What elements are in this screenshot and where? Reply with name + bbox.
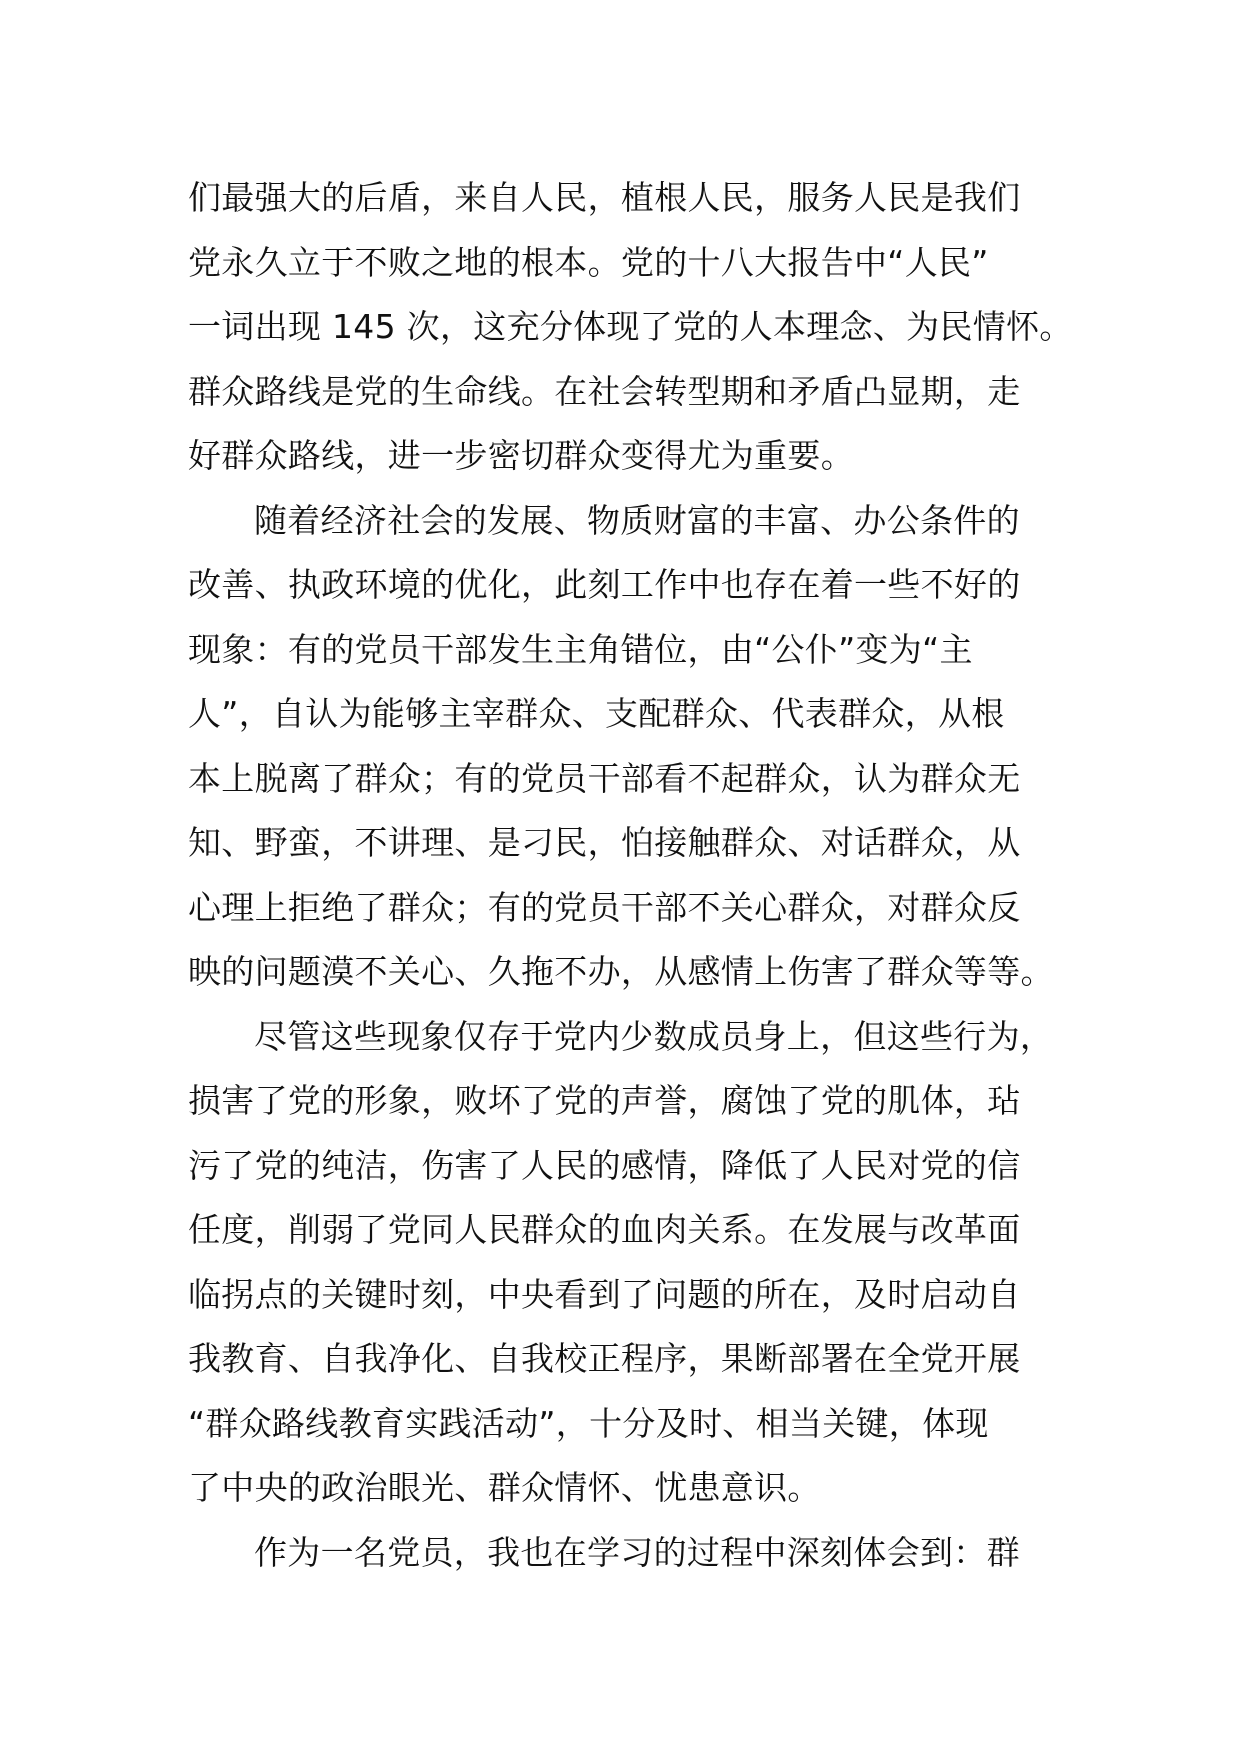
text-line: 好群众路线，进一步密切群众变得尤为重要。 [188, 436, 854, 475]
text-line: 临拐点的关键时刻，中央看到了问题的所在，及时启动自 [188, 1274, 1021, 1314]
body-text [188, 166, 1073, 1585]
text-line: 本上脱离了群众；有的党员干部看不起群众，认为群众无 [188, 758, 1021, 798]
text-line: “群众路线教育实践活动”，十分及时、相当关键，体现 [188, 1403, 989, 1443]
text-line: 我教育、自我净化、自我校正程序，果断部署在全党开展 [188, 1339, 1021, 1378]
text-line: 现象：有的党员干部发生主角错位，由“公仆”变为“主 [188, 629, 973, 669]
text-line: 人”，自认为能够主宰群众、支配群众、代表群众，从根 [188, 694, 1005, 733]
text-line: 随着经济社会的发展、物质财富的丰富、办公条件的 [254, 500, 1020, 540]
text-line: 映的问题漠不关心、久拖不办，从感情上伤害了群众等等。 [188, 952, 1054, 991]
text-line: 一词出现 145 次，这充分体现了党的人本理念、为民情怀。 [188, 307, 1073, 346]
text-line: 知、野蛮，不讲理、是刁民，怕接触群众、对话群众，从 [188, 823, 1021, 862]
text-line: 群众路线是党的生命线。在社会转型期和矛盾凸显期，走 [188, 371, 1021, 411]
text-line: 作为一名党员，我也在学习的过程中深刻体会到：群 [254, 1532, 1020, 1572]
text-line: 损害了党的形象，败坏了党的声誉，腐蚀了党的肌体，玷 [188, 1081, 1021, 1120]
text-line: 了中央的政治眼光、群众情怀、忧患意识。 [188, 1468, 821, 1507]
text-line: 改善、执政环境的优化，此刻工作中也存在着一些不好的 [188, 565, 1021, 604]
text-line: 心理上拒绝了群众；有的党员干部不关心群众，对群众反 [188, 887, 1021, 927]
text-line: 党永久立于不败之地的根本。党的十八大报告中“人民” [188, 242, 989, 282]
text-line: 们最强大的后盾，来自人民，植根人民，服务人民是我们 [188, 178, 1021, 217]
text-line: 污了党的纯洁，伤害了人民的感情，降低了人民对党的信 [188, 1145, 1021, 1185]
text-line: 任度，削弱了党同人民群众的血肉关系。在发展与改革面 [188, 1210, 1021, 1249]
text-line: 尽管这些现象仅存于党内少数成员身上，但这些行为， [254, 1016, 1054, 1056]
